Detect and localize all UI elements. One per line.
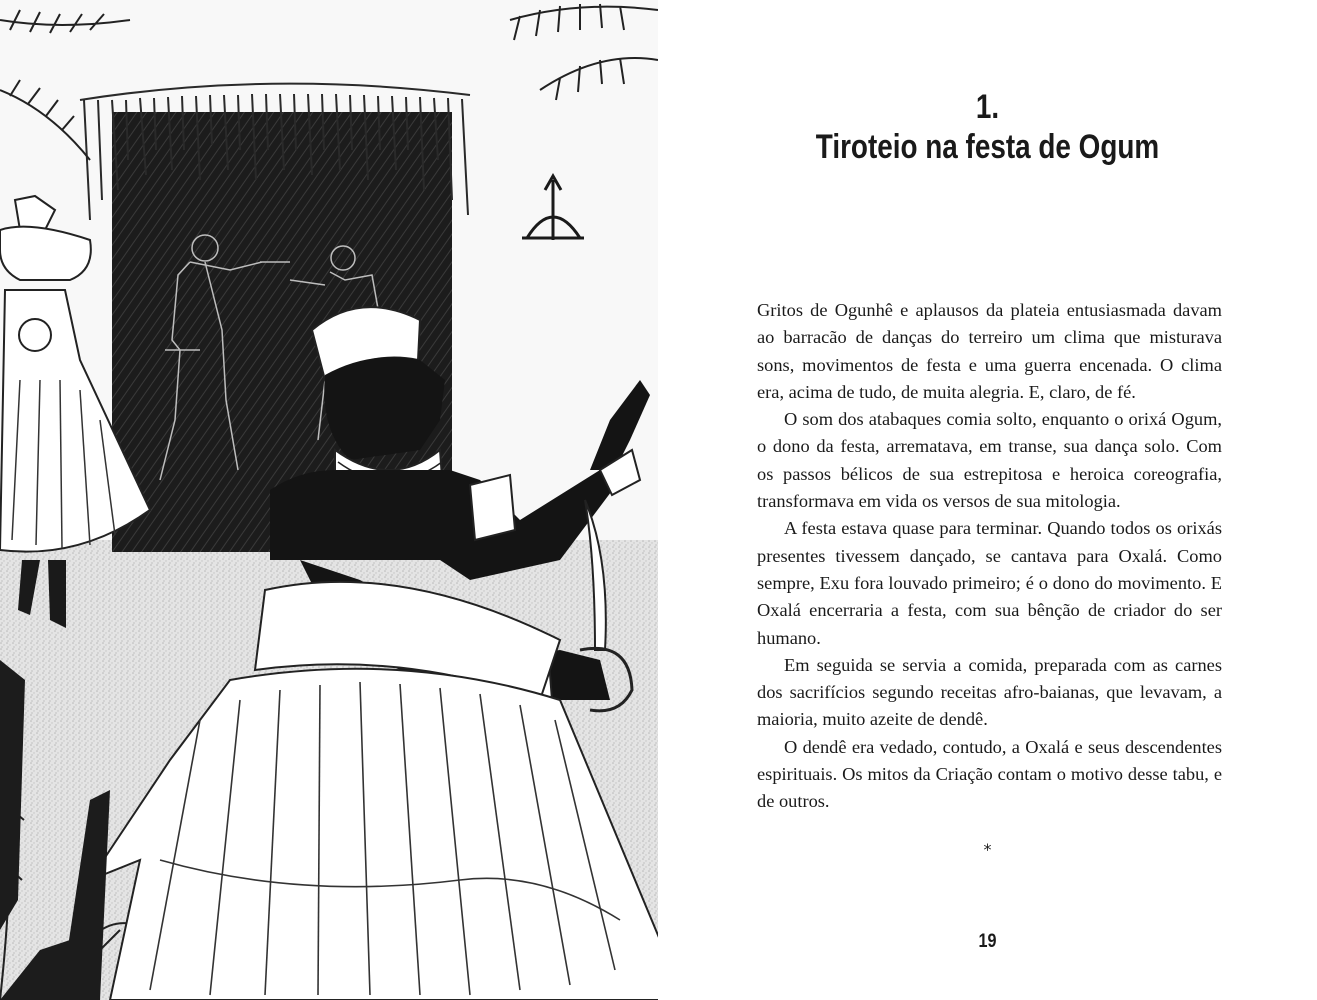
paragraph: O dendê era vedado, contudo, a Oxalá e seus descendentes espirituais. Os mitos da Criação contam o motivo desse tabu, e de outros. bbox=[757, 736, 1222, 812]
illustration-page bbox=[0, 0, 658, 1000]
paragraph: Em seguida se servia a comida, preparada com as carnes dos sacrifícios segundo receitas afro-baianas, que levavam, a maioria, muito azeite de dendê. bbox=[757, 654, 1222, 730]
chapter-body bbox=[757, 297, 1222, 816]
chapter-number: 1. bbox=[975, 88, 1000, 126]
text-page bbox=[658, 0, 1317, 1000]
paragraph: A festa estava quase para terminar. Quando todos os orixás presentes tivessem dançado, se cantava para Oxalá. Como sempre, Exu fora louvado primeiro; é o dono do movimento. E Oxalá encerraria a festa, com sua bênção de criador do ser humano. bbox=[757, 518, 1222, 648]
chapter-title: Tiroteio na festa de Ogum bbox=[815, 128, 1160, 166]
page-number: 19 bbox=[978, 931, 997, 952]
illustration bbox=[0, 0, 658, 1000]
paragraph: O som dos atabaques comia solto, enquanto o orixá Ogum, o dono da festa, arrematava, em transe, sua dança solo. Com os passos bélicos de sua estrepitosa e heroica coreografia, transformava em vida os versos de sua mitologia. bbox=[757, 409, 1222, 512]
paragraph: Gritos de Ogunhê e aplausos da plateia entusiasmada davam ao barracão de danças do terreiro um clima que misturava sons, movimentos de festa e uma guerra encenada. O clima era, acima de tudo, de muita alegria. E, claro, de fé. bbox=[757, 300, 1222, 402]
section-break-asterisk: * bbox=[983, 840, 992, 859]
